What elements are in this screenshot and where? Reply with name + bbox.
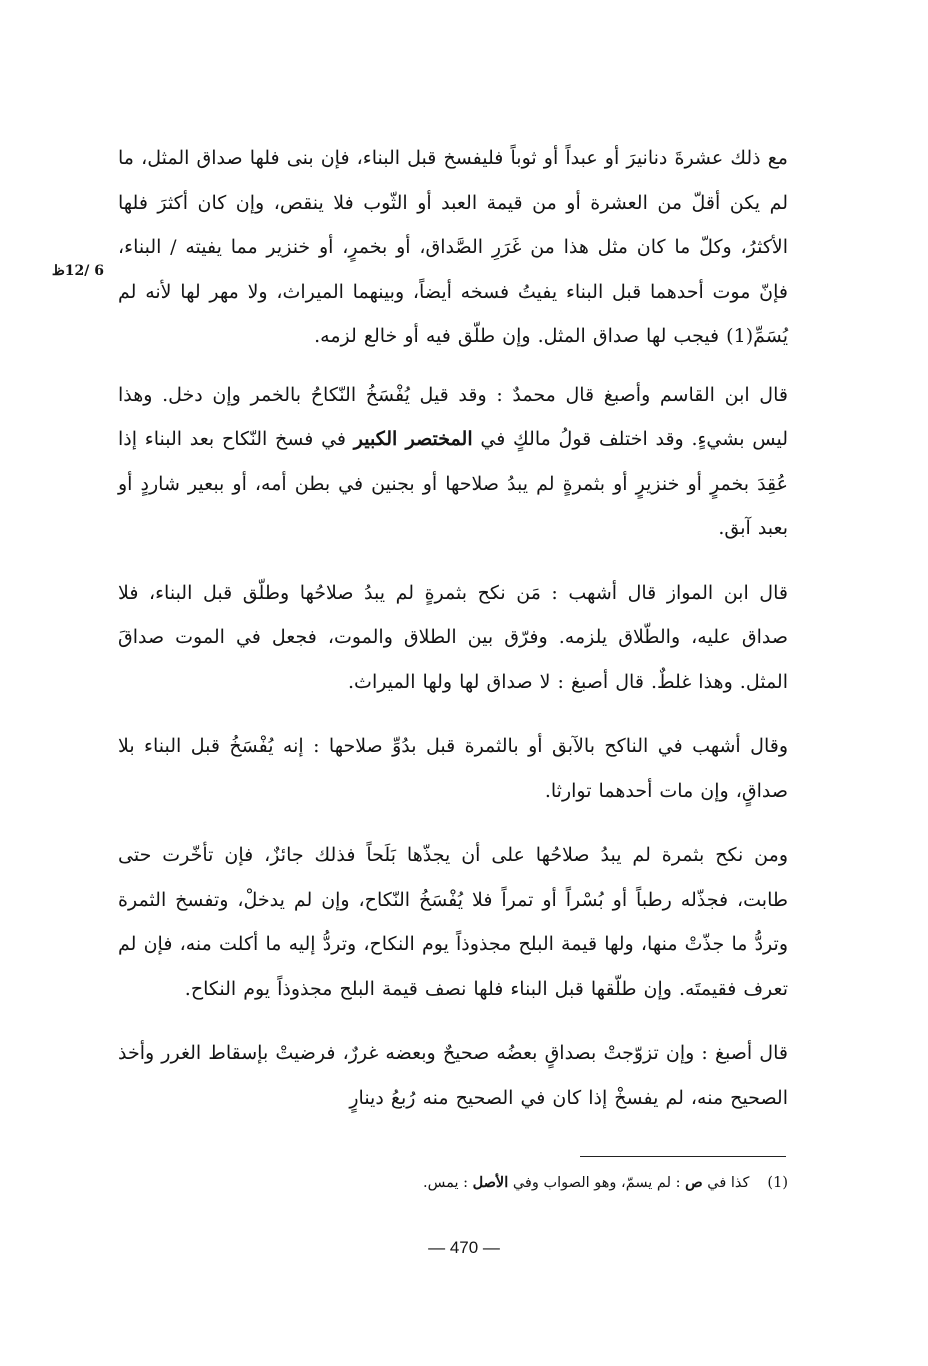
page-number: — 470 — [428, 1238, 500, 1257]
footnote-text-after: : يمس. [423, 1175, 473, 1191]
paragraph-6: قال أصبغ : وإن تزوّجتْ بصداقٍ بعضُه صحيحٌ وبعضه غررٌ، فرضيتْ بإسقاط الغرر وأخذ الصحيح منه، لم يفسخْ إذا كان في الصحيح منه رُبعُ دينارٍ [118, 1042, 788, 1109]
paragraph-2-text-before: قال ابن القاسم وأصبغ قال محمدٌ : وقد قيل يُفْسَخُ النّكاحُ بالخمر وإن دخل. وهذا ليس بشيءٍ. وقد اختلف قولُ مالكٍ في [118, 383, 788, 450]
paragraph-2-text-after: في فسخ النّكاح بعد البناء إذا عُقِدَ بخمرٍ أو خنزيرٍ أو بثمرةٍ لم يبدُ صلاحها أو بجنين في بطن أمه، أو ببعير شاردٍ أو بعبد آبق. [118, 428, 788, 539]
paragraph-5: ومن نكح بثمرة لم يبدُ صلاحُها على أن يجذّها بَلَحاً فذلك جائزٌ، فإن تأخّرت حتى طابت، فجذّله رطباً أو بُسْراً أو تمراً فلا يُفْسَخُ النّكاح، وإن لم يدخلْ، وتفسخ الثمرة وتردُّ ما جذّتْ منها، ولها قيمة البلح مجذوذاً يوم النكاح، وتردُّ إليه ما أكلت منه، فإن لم تعرف فقيمتَه. وإن طلّقها قبل البناء فلها نصف قيمة البلح مجذوذاً يوم النكاح. [118, 844, 788, 1000]
footnote-number: (1) [767, 1175, 788, 1191]
paragraph-4: وقال أشهب في الناكح بالآبق أو بالثمرة قبل بدُوِّ صلاحها : إنه يُفْسَخُ قبل البناء بلا صداقٍ، وإن مات أحدهما توارثا. [118, 735, 788, 802]
margin-folio-note: 6 /12ظ [51, 263, 104, 279]
footnote-text-middle: : لم يسمّ، وهو الصواب وفي [508, 1175, 686, 1191]
paragraph-2 [118, 373, 788, 551]
footnote-ref-original: الأصل [472, 1174, 509, 1191]
book-title-reference: المختصر الكبير [353, 428, 473, 450]
footnote [300, 1170, 788, 1196]
paragraph-1: مع ذلك عشرةَ دنانيرَ أو عبداً أو ثوباً فليفسخ قبل البناء، فإن بنى فلها صداق المثل، ما لم يكن أقلّ من العشرة أو من قيمة العبد أو الثّوب فلا ينقص، وإن كان أكثرَ فلها الأكثرُ، وكلّ ما كان مثل هذا من غَرَرِ الصَّداق، أو بخمرٍ، أو خنزير مما يفيته / البناء، فإنّ موت أحدهما قبل البناء يفيتُ فسخه أيضاً، وبينهما الميراث، ولا مهر لها لأنه لم يُسَمِّ(1) فيجب لها صداق المثل. وإن طلّق فيه أو خالع لزمه. [118, 147, 788, 347]
main-text [118, 136, 788, 1140]
footnote-divider [580, 1156, 786, 1157]
footnote-ref-manuscript: ص [685, 1174, 703, 1191]
footnote-text-before: كذا في [702, 1175, 750, 1191]
paragraph-3: قال ابن المواز قال أشهب : مَن نكح بثمرةٍ لم يبدُ صلاحُها وطلّق قبل البناء، فلا صداق عليه، والطّلاق يلزمه. وفرّق بين الطلاق والموت، فجعل في الموت صداقَ المثل. وهذا غلطٌ. قال أصبغ : لا صداق لها ولها الميراث. [118, 581, 788, 693]
